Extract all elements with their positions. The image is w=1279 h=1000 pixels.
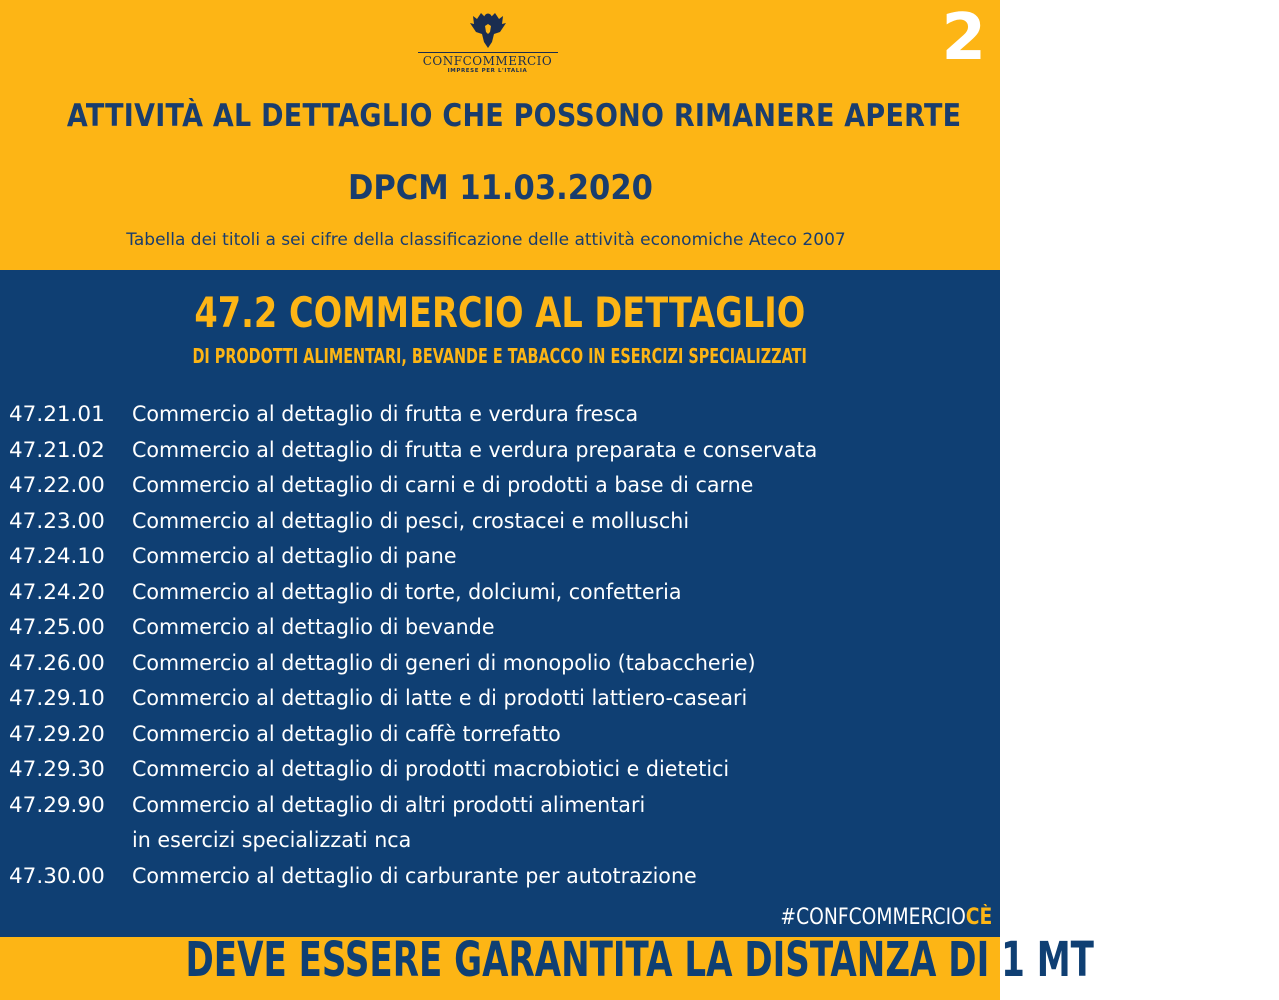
list-item xyxy=(9,539,999,575)
eagle-emblem-icon xyxy=(468,10,508,50)
activity-description-continuation: in esercizi specializzati nca xyxy=(132,828,412,853)
activity-list xyxy=(9,397,999,894)
page-title: ATTIVITÀ AL DETTAGLIO CHE POSSONO RIMANERE APERTE xyxy=(66,98,962,134)
list-item xyxy=(9,717,999,753)
activity-description: Commercio al dettaglio di altri prodotti alimentari xyxy=(132,792,646,818)
section-subtitle-row xyxy=(0,344,1000,368)
activity-description: Commercio al dettaglio di torte, dolciumi, confetteria xyxy=(132,579,682,605)
ateco-code: 47.29.20 xyxy=(9,721,105,747)
activity-description: Commercio al dettaglio di caffè torrefatto xyxy=(132,721,561,747)
footer-band xyxy=(0,932,1094,1000)
footer-notice: DEVE ESSERE GARANTITA LA DISTANZA DI 1 MT xyxy=(185,932,1094,988)
ateco-code: 47.29.30 xyxy=(9,757,105,782)
list-item xyxy=(9,788,999,859)
ateco-code: 47.21.01 xyxy=(9,402,105,427)
list-item xyxy=(9,610,999,646)
list-item xyxy=(9,681,999,717)
activity-description: Commercio al dettaglio di generi di monopolio (tabaccherie) xyxy=(132,650,756,676)
section-title: 47.2 COMMERCIO AL DETTAGLIO xyxy=(194,288,806,337)
activity-description: Commercio al dettaglio di carni e di prodotti a base di carne xyxy=(132,473,754,498)
list-item xyxy=(9,646,999,682)
ateco-code: 47.21.02 xyxy=(9,437,105,463)
ateco-code: 47.24.10 xyxy=(9,544,105,569)
logo-name: CONFCOMMERCIO xyxy=(422,54,553,68)
activity-description: Commercio al dettaglio di pane xyxy=(132,544,457,569)
ateco-code: 47.30.00 xyxy=(9,863,105,889)
ateco-code: 47.26.00 xyxy=(9,650,105,676)
section-title-row xyxy=(0,288,1000,337)
confcommercio-logo xyxy=(415,10,560,74)
list-item xyxy=(9,397,999,433)
hashtag xyxy=(780,905,992,930)
hashtag-main: #CONFCOMMERCIO xyxy=(780,905,966,930)
title-row xyxy=(0,98,1000,134)
page-number: 2 xyxy=(941,1,986,75)
activity-description: Commercio al dettaglio di bevande xyxy=(132,615,495,640)
footer-row xyxy=(0,932,1094,988)
header-band xyxy=(0,0,1000,270)
activity-description: Commercio al dettaglio di pesci, crostacei e molluschi xyxy=(132,508,690,534)
activity-description: Commercio al dettaglio di prodotti macrobiotici e dietetici xyxy=(132,757,730,782)
header-subtitle: Tabella dei titoli a sei cifre della classificazione delle attività economiche Ateco 2007 xyxy=(126,230,846,250)
ateco-code: 47.29.90 xyxy=(9,792,105,818)
activity-description-block xyxy=(132,788,667,859)
activity-description: Commercio al dettaglio di latte e di prodotti lattiero-caseari xyxy=(132,686,748,711)
list-item xyxy=(9,468,999,504)
list-item xyxy=(9,504,999,540)
activity-description: Commercio al dettaglio di frutta e verdura preparata e conservata xyxy=(132,437,818,463)
ateco-code: 47.24.20 xyxy=(9,579,105,605)
list-item xyxy=(9,575,999,611)
list-item xyxy=(9,859,999,895)
hashtag-accent: CÈ xyxy=(965,905,992,930)
ateco-code: 47.22.00 xyxy=(9,473,105,498)
decree-title: DPCM 11.03.2020 xyxy=(347,168,653,208)
activity-description: Commercio al dettaglio di carburante per autotrazione xyxy=(132,863,697,889)
ateco-code: 47.25.00 xyxy=(9,615,105,640)
list-item xyxy=(9,433,999,469)
activity-description: Commercio al dettaglio di frutta e verdura fresca xyxy=(132,402,639,427)
logo-tagline: IMPRESE PER L'ITALIA xyxy=(447,68,528,74)
list-item xyxy=(9,752,999,788)
section-subtitle: DI PRODOTTI ALIMENTARI, BEVANDE E TABACCO IN ESERCIZI SPECIALIZZATI xyxy=(192,344,808,368)
ateco-code: 47.23.00 xyxy=(9,508,105,534)
logo-divider xyxy=(418,52,558,53)
ateco-code: 47.29.10 xyxy=(9,686,105,711)
decree-row xyxy=(0,168,1000,208)
